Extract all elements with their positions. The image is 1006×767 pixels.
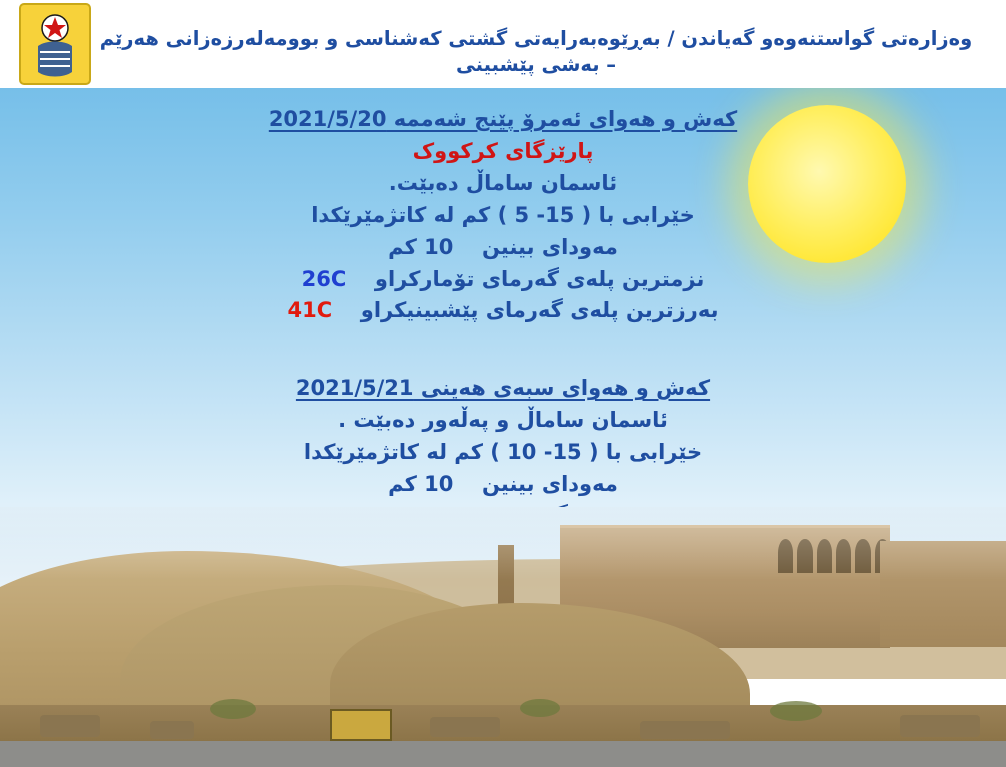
visibility-label-today: مەودای بینین (482, 234, 618, 259)
photo-rubble (640, 721, 730, 739)
forecast-row-visibility-tomorrow (123, 469, 883, 501)
photo-rubble (900, 715, 980, 737)
forecast-content (0, 104, 1006, 565)
forecast-title-today: کەش و هەوای ئەمرۆ پێنج شەممە 2021/5/20 (268, 107, 738, 131)
photo-roadside-sign (330, 709, 392, 741)
low-temp-label-today: نزمترین پلەی گەرمای تۆمارکراو (374, 266, 705, 291)
photo-citadel-right-wing (880, 541, 1006, 647)
photo-rubble (430, 717, 500, 737)
kurdistan-meteorology-logo-icon (18, 2, 92, 86)
visibility-value-tomorrow: 10 کم (388, 472, 454, 497)
photo-vegetation (770, 701, 822, 721)
forecast-block-today (123, 104, 883, 327)
forecast-row-sky-today: ئاسمان ساماڵ دەبێت. (388, 170, 618, 195)
forecast-row-high-today (123, 295, 883, 327)
forecast-row-visibility-today (123, 232, 883, 264)
high-temp-label-today: بەرزترین پلەی گەرمای پێشبینیکراو (360, 298, 719, 323)
photo-rubble (150, 721, 194, 739)
forecast-row-wind-tomorrow: خێرابی با ( 15- 10 ) کم لە کاتژمێرێکدا (303, 440, 703, 465)
photo-road (0, 741, 1006, 767)
photo-rubble (40, 715, 100, 737)
header-band (0, 0, 1006, 88)
low-temp-value-today: 26C (301, 266, 347, 291)
forecast-row-sky-tomorrow: ئاسمان ساماڵ و پەڵەور دەبێت . (338, 408, 668, 433)
visibility-label-tomorrow: مەودای بینین (482, 472, 618, 497)
forecast-title-tomorrow: کەش و هەوای سبەی هەینی 2021/5/21 (295, 376, 711, 401)
photo-vegetation (520, 699, 560, 717)
high-temp-value-today: 41C (287, 298, 333, 323)
forecast-city-today: پارێزگای کرکووک (412, 138, 594, 163)
visibility-value-today: 10 کم (388, 234, 454, 259)
photo-citadel-arcade (778, 539, 890, 573)
forecast-row-low-today (123, 264, 883, 296)
photo-vegetation (210, 699, 256, 719)
forecast-row-wind-today: خێرابی با ( 15- 5 ) کم لە کاتژمێرێکدا (311, 202, 695, 227)
header-title: وەزارەتی گواستنەوەو گەیاندن / بەڕێوەبەرایەتی گشتی کەشناسی و بوومەلەرزەزانی هەرێم – بەشی پێشبینی (99, 27, 973, 77)
kirkuk-citadel-photo (0, 507, 1006, 767)
